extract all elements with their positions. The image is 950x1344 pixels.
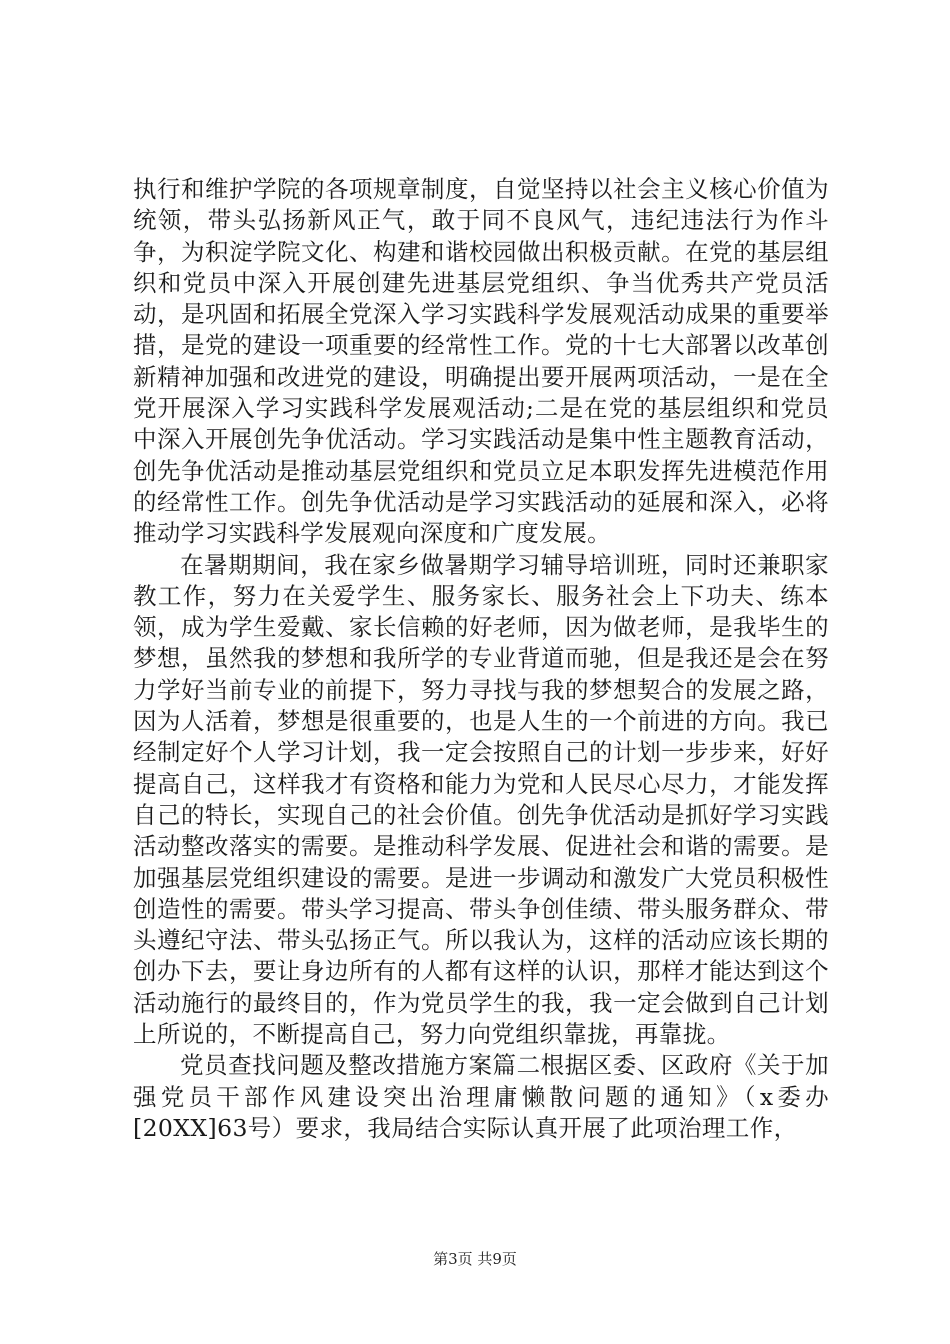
paragraph-continuation: 执行和维护学院的各项规章制度，自觉坚持以社会主义核心价值为统领，带头弘扬新风正气，敢于同不良风气，违纪违法行为作斗争，为积淀学院文化、构建和谐校园做出积极贡献。在党的基层组织和党员中深入开展创建先进基层党组织、争当优秀共产党员活动，是巩固和拓展全党深入学习实践科学发展观活动成果的重要举措，是党的建设一项重要的经常性工作。党的十七大部署以改革创新精神加强和改进党的建设，明确提出要开展两项活动，一是在全党开展深入学习实践科学发展观活动;二是在党的基层组织和党员中深入开展创先争优活动。学习实践活动是集中性主题教育活动，创先争优活动是推动基层党组织和党员立足本职发挥先进模范作用的经常性工作。创先争优活动是学习实践活动的延展和深入，必将推动学习实践科学发展观向深度和广度发展。 xyxy=(133,175,829,548)
page-footer: 第3页 共9页 xyxy=(433,1250,517,1268)
paragraph-rectification-plan: 党员查找问题及整改措施方案篇二根据区委、区政府《关于加强党员干部作风建设突出治理庸懒散问题的通知》（x委办[20XX]63号）要求，我局结合实际认真开展了此项治理工作， xyxy=(133,1051,829,1142)
document-body xyxy=(133,174,829,1144)
paragraph-summer-activities: 在暑期期间，我在家乡做暑期学习辅导培训班，同时还兼职家教工作，努力在关爱学生、服务家长、服务社会上下功夫、练本领，成为学生爱戴、家长信赖的好老师，因为做老师，是我毕生的梦想，虽然我的梦想和我所学的专业背道而驰，但是我还是会在努力学好当前专业的前提下，努力寻找与我的梦想契合的发展之路，因为人活着，梦想是很重要的，也是人生的一个前进的方向。我已经制定好个人学习计划，我一定会按照自己的计划一步步来，好好提高自己，这样我才有资格和能力为党和人民尽心尽力，才能发挥自己的特长，实现自己的社会价值。创先争优活动是抓好学习实践活动整改落实的需要。是推动科学发展、促进社会和谐的需要。是加强基层党组织建设的需要。是进一步调动和激发广大党员积极性创造性的需要。带头学习提高、带头争创佳绩、带头服务群众、带头遵纪守法、带头弘扬正气。所以我认为，这样的活动应该长期的创办下去，要让身边所有的人都有这样的认识，那样才能达到这个活动施行的最终目的，作为党员学生的我，我一定会做到自己计划上所说的，不断提高自己，努力向党组织靠拢，再靠拢。 xyxy=(133,550,829,1049)
